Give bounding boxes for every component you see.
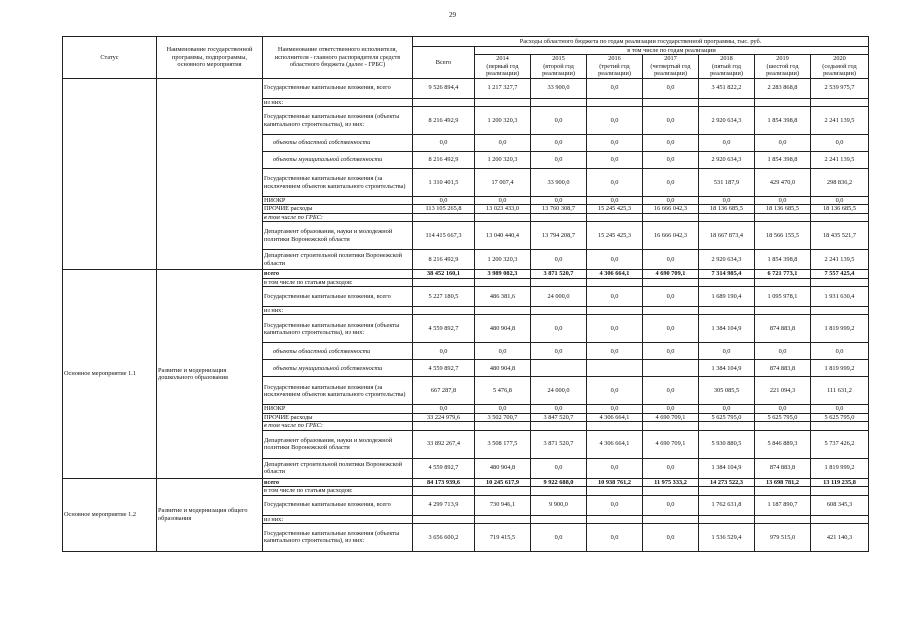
value-year-2020 [811,98,869,106]
value-year-2018: 1 536 529,4 [699,523,755,551]
page-number: 29 [449,11,456,19]
value-year-2014 [475,307,531,315]
value-year-2019: 0,0 [755,343,811,360]
value-year-2014: 13 023 433,0 [475,205,531,213]
value-year-2018: 531 187,9 [699,169,755,197]
value-year-2015: 13 760 308,7 [531,205,587,213]
value-year-2015 [531,98,587,106]
value-year-2014 [475,422,531,430]
value-year-2014: 486 381,6 [475,287,531,307]
value-year-2018: 0,0 [699,343,755,360]
header-program-name: Наименование государственной программы, подпрограммы, основного мероприятия [157,37,263,79]
value-year-2019: 5 625 795,0 [755,413,811,421]
value-year-2014: 1 200 320,3 [475,152,531,169]
header-year-note: (четвертый год реализации) [650,62,691,78]
value-year-2017 [643,278,699,286]
value-year-2015: 3 871 520,7 [531,270,587,278]
header-year-2015 [531,55,587,78]
expense-item-label: в том числе по статьям расходов: [263,278,413,286]
value-year-2016: 0,0 [587,315,643,343]
value-year-2014 [475,213,531,221]
value-year-2018 [699,278,755,286]
value-year-2017 [643,360,699,377]
table-row [63,270,869,278]
expense-item-label: из них: [263,307,413,315]
value-total: 114 415 667,3 [413,222,475,250]
value-year-2015 [531,278,587,286]
header-expenses: Расходы областного бюджета по годам реализации государственной программы, тыс. руб. [413,37,869,47]
value-year-2014: 3 989 082,3 [475,270,531,278]
value-year-2020: 2 241 139,5 [811,107,869,135]
expense-item-label: Государственные капитальные вложения, всего [263,78,413,98]
value-year-2015: 0,0 [531,315,587,343]
value-year-2020 [811,307,869,315]
value-year-2014: 480 904,8 [475,458,531,478]
value-year-2020: 5 737 426,2 [811,430,869,458]
value-year-2015: 0,0 [531,135,587,152]
value-total: 4 299 713,9 [413,495,475,515]
value-year-2015 [531,515,587,523]
value-year-2017: 0,0 [643,169,699,197]
value-year-2020 [811,487,869,495]
value-year-2020 [811,213,869,221]
value-year-2017: 0,0 [643,343,699,360]
value-year-2017: 16 666 042,3 [643,205,699,213]
value-year-2019 [755,487,811,495]
value-year-2018: 1 762 631,8 [699,495,755,515]
expense-item-label: в том числе по ГРБС: [263,213,413,221]
value-total [413,487,475,495]
status-cell [63,78,157,270]
header-year-note: (второй год реализации) [542,62,575,78]
expense-item-label: Департамент строительной политики Воронежской области [263,458,413,478]
value-year-2018: 1 384 104,9 [699,315,755,343]
value-year-2015: 24 000,0 [531,287,587,307]
value-year-2020: 298 836,2 [811,169,869,197]
header-year-label: 2016 [608,55,621,63]
header-executor: Наименование ответственного исполнителя, исполнителя - главного распорядителя средств областного бюджета (далее - ГРБС) [263,37,413,79]
value-year-2014: 3 502 700,7 [475,413,531,421]
value-year-2018: 3 451 822,2 [699,78,755,98]
value-year-2019: 1 854 398,8 [755,152,811,169]
value-year-2015 [531,487,587,495]
expense-item-label: объекты муниципальной собственности [263,360,413,377]
value-year-2019: 13 698 781,2 [755,478,811,486]
value-year-2017 [643,213,699,221]
header-year-2020 [811,55,869,78]
value-total: 33 892 267,4 [413,430,475,458]
value-year-2018: 0,0 [699,135,755,152]
value-year-2019: 1 095 978,1 [755,287,811,307]
value-total: 38 452 160,1 [413,270,475,278]
value-year-2020: 2 241 139,5 [811,250,869,270]
value-total: 8 216 492,9 [413,152,475,169]
value-year-2019 [755,213,811,221]
value-year-2016: 0,0 [587,107,643,135]
expense-item-label: Государственные капитальные вложения, всего [263,495,413,515]
value-year-2020: 18 136 685,5 [811,205,869,213]
value-year-2018 [699,213,755,221]
value-year-2017: 11 975 333,2 [643,478,699,486]
value-year-2016: 0,0 [587,78,643,98]
value-year-2018 [699,422,755,430]
header-year-label: 2015 [552,55,565,63]
value-year-2014: 3 508 177,5 [475,430,531,458]
header-year-2014 [475,55,531,78]
value-year-2018: 1 384 104,9 [699,360,755,377]
header-year-label: 2019 [776,55,789,63]
expense-item-label: НИОКР [263,405,413,413]
value-year-2018 [699,98,755,106]
expense-item-label: объекты областной собственности [263,135,413,152]
value-year-2020: 5 625 795,0 [811,413,869,421]
value-total: 0,0 [413,135,475,152]
header-year-label: 2018 [720,55,733,63]
value-total [413,278,475,286]
value-year-2014: 480 904,8 [475,360,531,377]
value-year-2020: 0,0 [811,135,869,152]
value-year-2015: 0,0 [531,405,587,413]
value-year-2017: 0,0 [643,107,699,135]
header-status: Статус [63,37,157,79]
value-year-2017: 0,0 [643,78,699,98]
value-year-2019: 979 515,0 [755,523,811,551]
value-total: 4 559 892,7 [413,360,475,377]
value-year-2016: 0,0 [587,169,643,197]
header-total: Всего [413,47,475,79]
value-year-2016: 0,0 [587,343,643,360]
value-year-2015: 3 847 520,7 [531,413,587,421]
value-year-2020: 1 931 630,4 [811,287,869,307]
value-total [413,422,475,430]
value-year-2018 [699,487,755,495]
value-year-2019: 1 854 398,8 [755,107,811,135]
value-year-2020: 18 435 521,7 [811,222,869,250]
value-year-2016 [587,98,643,106]
value-year-2014 [475,487,531,495]
value-year-2016: 0,0 [587,135,643,152]
value-year-2017 [643,307,699,315]
value-year-2016: 0,0 [587,377,643,405]
value-year-2019: 2 283 868,8 [755,78,811,98]
value-year-2016: 15 245 425,3 [587,222,643,250]
value-year-2019: 18 566 155,5 [755,222,811,250]
value-year-2019: 18 136 685,5 [755,205,811,213]
value-year-2019: 0,0 [755,135,811,152]
value-year-2017: 0,0 [643,458,699,478]
value-year-2015: 33 900,0 [531,78,587,98]
header-year-label: 2020 [833,55,846,63]
value-year-2017: 0,0 [643,135,699,152]
value-year-2020: 13 119 235,8 [811,478,869,486]
value-year-2014 [475,515,531,523]
value-year-2020 [811,515,869,523]
value-year-2020: 2 241 139,5 [811,152,869,169]
value-year-2014: 17 007,4 [475,169,531,197]
value-total [413,98,475,106]
value-year-2018: 14 273 522,3 [699,478,755,486]
value-total: 84 173 939,6 [413,478,475,486]
expense-item-label: Государственные капитальные вложения (объекты капитального строительства), из них: [263,315,413,343]
value-year-2014 [475,98,531,106]
value-year-2020: 1 819 999,2 [811,360,869,377]
value-total [413,307,475,315]
value-year-2018: 5 930 880,5 [699,430,755,458]
value-year-2017 [643,422,699,430]
value-year-2019: 874 883,8 [755,458,811,478]
value-total: 0,0 [413,197,475,205]
value-year-2018: 2 920 634,3 [699,107,755,135]
value-year-2018: 1 689 190,4 [699,287,755,307]
value-year-2016: 0,0 [587,197,643,205]
header-year-2016 [587,55,643,78]
value-year-2017: 0,0 [643,197,699,205]
value-year-2020: 421 140,3 [811,523,869,551]
value-year-2019 [755,307,811,315]
value-year-2015 [531,360,587,377]
expense-item-label: Департамент образования, науки и молодежной политики Воронежской области [263,430,413,458]
header-year-label: 2017 [664,55,677,63]
value-total: 1 310 401,5 [413,169,475,197]
expense-item-label: Департамент образования, науки и молодежной политики Воронежской области [263,222,413,250]
value-year-2016: 10 938 761,2 [587,478,643,486]
expense-item-label: Государственные капитальные вложения, всего [263,287,413,307]
value-total [413,213,475,221]
value-year-2016: 4 306 664,1 [587,430,643,458]
value-year-2015 [531,422,587,430]
expense-item-label: Государственные капитальные вложения (объекты капитального строительства), из них: [263,523,413,551]
value-year-2014: 719 415,5 [475,523,531,551]
status-cell: Основное мероприятие 1.2 [63,478,157,551]
value-year-2016 [587,213,643,221]
value-year-2018: 2 920 634,3 [699,152,755,169]
value-year-2019: 5 846 889,3 [755,430,811,458]
value-year-2018: 5 625 795,0 [699,413,755,421]
value-year-2019 [755,422,811,430]
header-year-note: (шестой год реализации) [766,62,799,78]
value-year-2020: 0,0 [811,405,869,413]
value-year-2019: 0,0 [755,405,811,413]
value-year-2017: 0,0 [643,405,699,413]
value-year-2016 [587,422,643,430]
value-year-2017: 0,0 [643,250,699,270]
value-year-2014: 480 904,8 [475,315,531,343]
value-year-2015: 3 871 520,7 [531,430,587,458]
value-year-2015: 0,0 [531,343,587,360]
value-total: 4 559 892,7 [413,458,475,478]
value-total: 5 227 180,5 [413,287,475,307]
value-total: 8 216 492,9 [413,250,475,270]
expense-item-label: Департамент строительной политики Воронежской области [263,250,413,270]
value-year-2014: 0,0 [475,197,531,205]
value-year-2019: 0,0 [755,197,811,205]
table-row [63,478,869,486]
value-year-2015: 0,0 [531,107,587,135]
value-year-2015: 0,0 [531,523,587,551]
value-year-2018: 305 085,5 [699,377,755,405]
value-year-2018 [699,515,755,523]
value-year-2016 [587,307,643,315]
expense-item-label: в том числе по ГРБС: [263,422,413,430]
value-year-2016 [587,278,643,286]
expense-item-label: из них: [263,98,413,106]
header-year-note: (третий год реализации) [598,62,631,78]
program-name-cell: Развитие и модернизация дошкольного образования [157,270,263,478]
value-year-2020: 111 631,2 [811,377,869,405]
expense-item-label: всего [263,478,413,486]
header-year-2017 [643,55,699,78]
value-year-2020 [811,422,869,430]
value-year-2017 [643,98,699,106]
value-year-2019: 874 883,8 [755,360,811,377]
program-name-cell: Развитие и модернизация общего образования [157,478,263,551]
program-name-cell [157,78,263,270]
value-year-2014: 13 040 440,4 [475,222,531,250]
value-year-2016 [587,515,643,523]
value-year-2015: 0,0 [531,250,587,270]
value-year-2018: 7 314 985,4 [699,270,755,278]
value-year-2016: 0,0 [587,405,643,413]
value-year-2018: 0,0 [699,197,755,205]
status-cell: Основное мероприятие 1.1 [63,270,157,478]
value-year-2019: 1 187 890,7 [755,495,811,515]
value-year-2016: 15 245 425,3 [587,205,643,213]
value-year-2020: 1 819 999,2 [811,458,869,478]
value-year-2019 [755,98,811,106]
value-year-2014: 10 245 617,9 [475,478,531,486]
value-total [413,515,475,523]
value-year-2020: 7 557 425,4 [811,270,869,278]
value-total: 113 105 265,8 [413,205,475,213]
value-year-2017: 0,0 [643,152,699,169]
value-year-2016: 4 306 664,1 [587,413,643,421]
value-total: 0,0 [413,405,475,413]
value-total: 4 559 892,7 [413,315,475,343]
value-year-2019 [755,515,811,523]
value-year-2015: 13 794 208,7 [531,222,587,250]
value-year-2017: 0,0 [643,377,699,405]
value-year-2017 [643,487,699,495]
expense-item-label: Государственные капитальные вложения (за исключением объектов капитального строительства) [263,377,413,405]
value-year-2019: 429 470,0 [755,169,811,197]
value-year-2017: 4 690 709,1 [643,270,699,278]
header-year-label: 2014 [496,55,509,63]
value-year-2018: 0,0 [699,405,755,413]
value-total: 8 216 492,9 [413,107,475,135]
header-year-2018 [699,55,755,78]
value-year-2016: 0,0 [587,250,643,270]
value-year-2019: 874 883,8 [755,315,811,343]
value-year-2015 [531,307,587,315]
value-total: 3 656 600,2 [413,523,475,551]
value-year-2015: 24 000,0 [531,377,587,405]
value-year-2014: 0,0 [475,405,531,413]
expense-item-label: ПРОЧИЕ расходы [263,205,413,213]
value-year-2016 [587,487,643,495]
expense-item-label: НИОКР [263,197,413,205]
value-year-2020: 608 345,3 [811,495,869,515]
value-year-2015 [531,213,587,221]
value-year-2016: 4 306 664,1 [587,270,643,278]
value-year-2017: 0,0 [643,287,699,307]
header-year-2019 [755,55,811,78]
value-year-2016: 0,0 [587,523,643,551]
value-year-2017: 4 690 709,1 [643,430,699,458]
value-year-2019: 6 721 773,1 [755,270,811,278]
value-year-2014: 730 946,1 [475,495,531,515]
value-year-2015: 9 922 688,0 [531,478,587,486]
value-year-2015: 0,0 [531,458,587,478]
value-year-2017: 0,0 [643,523,699,551]
value-year-2015: 0,0 [531,197,587,205]
header-year-note: (пятый год реализации) [710,62,743,78]
value-year-2014: 0,0 [475,343,531,360]
value-year-2017 [643,515,699,523]
value-year-2020: 0,0 [811,343,869,360]
value-year-2017: 0,0 [643,495,699,515]
value-year-2019 [755,278,811,286]
value-year-2016: 0,0 [587,495,643,515]
table-row [63,78,869,98]
value-year-2014: 1 200 320,3 [475,250,531,270]
value-year-2020: 2 539 975,7 [811,78,869,98]
value-year-2019: 1 854 398,8 [755,250,811,270]
expense-item-label: объекты муниципальной собственности [263,152,413,169]
value-total: 0,0 [413,343,475,360]
header-by-years: в том числе по годам реализации [475,47,869,55]
value-year-2018: 2 920 634,3 [699,250,755,270]
budget-table [62,36,869,552]
expense-item-label: Государственные капитальные вложения (объекты капитального строительства), из них: [263,107,413,135]
value-year-2014 [475,278,531,286]
value-year-2016: 0,0 [587,287,643,307]
value-year-2018: 18 667 873,4 [699,222,755,250]
value-year-2020: 1 819 999,2 [811,315,869,343]
value-year-2014: 1 200 320,3 [475,107,531,135]
value-year-2020 [811,278,869,286]
value-total: 9 526 894,4 [413,78,475,98]
expense-item-label: ПРОЧИЕ расходы [263,413,413,421]
header-year-note: (первый год реализации) [486,62,519,78]
value-year-2016 [587,360,643,377]
value-year-2016: 0,0 [587,458,643,478]
expense-item-label: всего [263,270,413,278]
expense-item-label: в том числе по статьям расходов: [263,487,413,495]
expense-item-label: Государственные капитальные вложения (за исключением объектов капитального строительства) [263,169,413,197]
value-year-2019: 221 094,3 [755,377,811,405]
value-year-2017: 0,0 [643,315,699,343]
value-year-2017: 16 666 042,3 [643,222,699,250]
value-year-2018: 1 384 104,9 [699,458,755,478]
value-year-2018: 18 136 685,5 [699,205,755,213]
value-total: 33 224 979,6 [413,413,475,421]
expense-item-label: объекты областной собственности [263,343,413,360]
expense-item-label: из них: [263,515,413,523]
value-year-2014: 1 217 327,7 [475,78,531,98]
value-year-2016: 0,0 [587,152,643,169]
value-year-2014: 0,0 [475,135,531,152]
value-year-2014: 5 476,8 [475,377,531,405]
value-total: 667 287,8 [413,377,475,405]
value-year-2017: 4 690 709,1 [643,413,699,421]
value-year-2015: 9 900,0 [531,495,587,515]
value-year-2018 [699,307,755,315]
value-year-2020: 0,0 [811,197,869,205]
header-year-note: (седьмой год реализации) [822,62,857,78]
value-year-2015: 33 900,0 [531,169,587,197]
value-year-2015: 0,0 [531,152,587,169]
